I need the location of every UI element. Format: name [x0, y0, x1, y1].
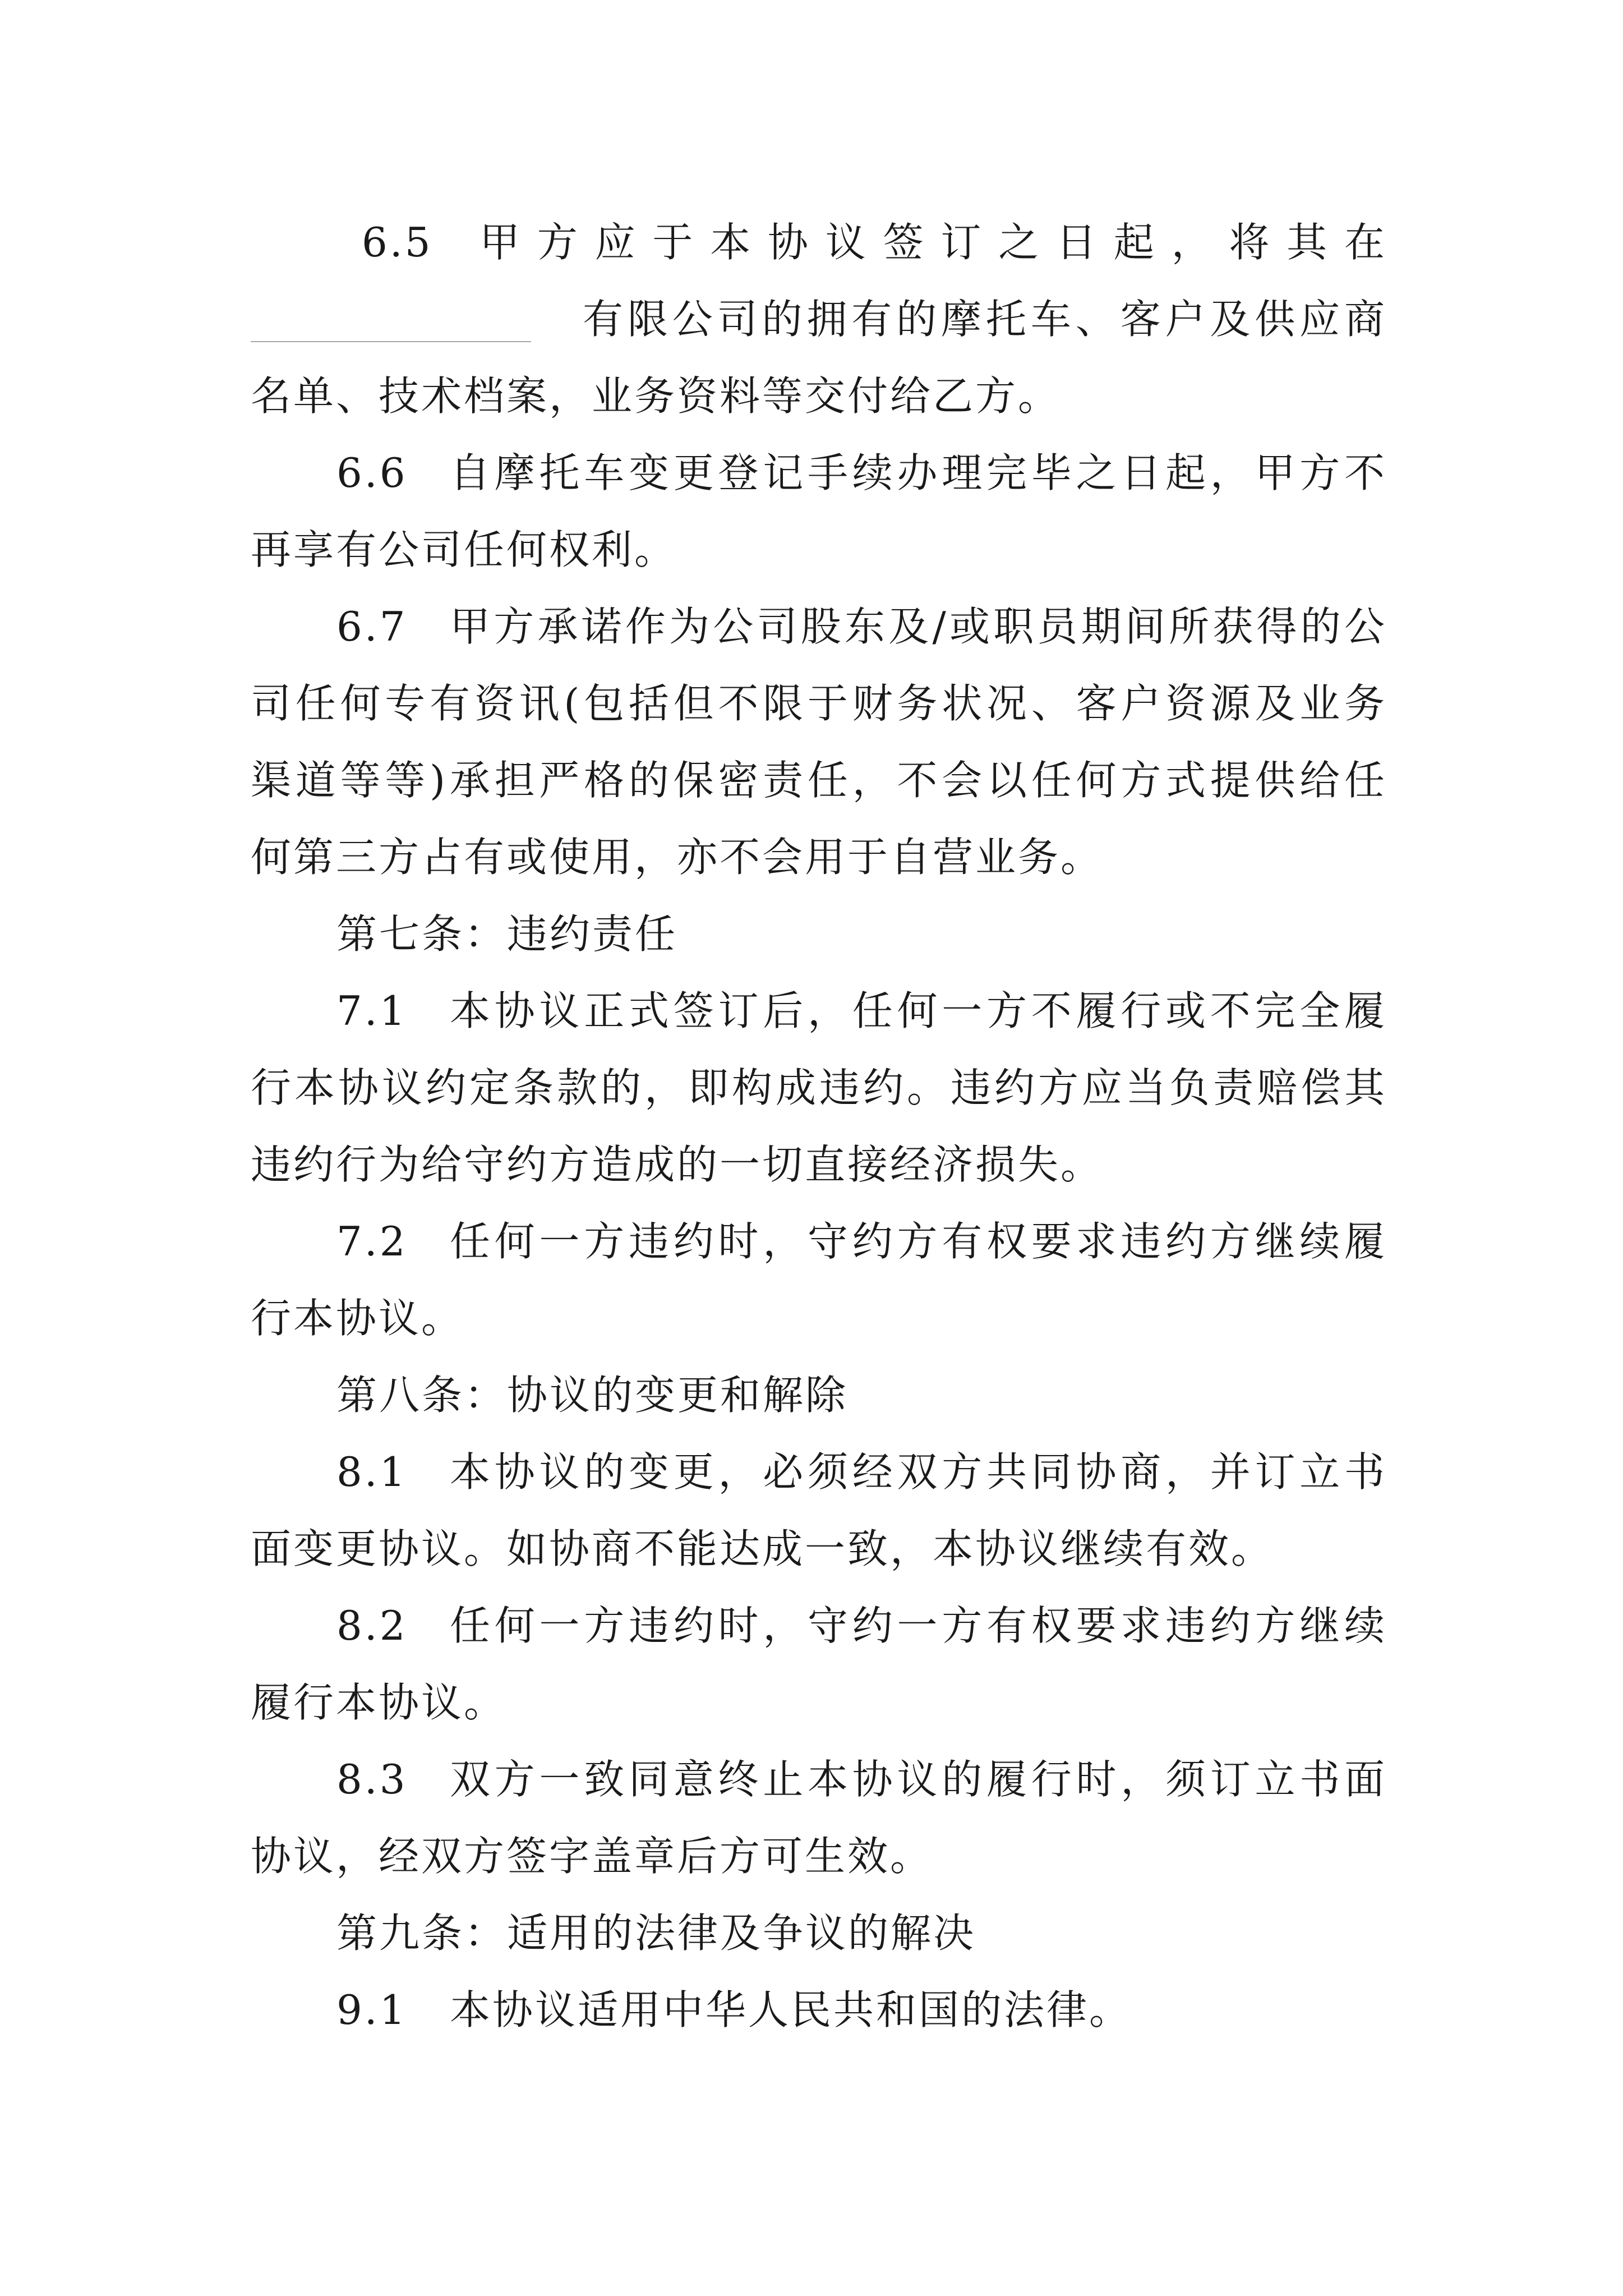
clause-text: 双方一致同意终止本协议的履行时，须订立书面: [450, 1756, 1387, 1803]
clause-number: 9.1: [336, 1986, 408, 2033]
clause-text: 再享有公司任何权利。: [251, 526, 677, 573]
clause-text: 渠道等等)承担严格的保密责任，不会以任何方式提供给任: [251, 757, 1387, 804]
clause-text: 有限公司的拥有的摩托车、客户及供应商: [583, 296, 1387, 343]
clause-7-1-line-1: [251, 973, 1387, 1050]
clause-6-5-line-1: [251, 204, 1387, 281]
clause-6-6-line-2: [251, 512, 1387, 588]
clause-text: 自摩托车变更登记手续办理完毕之日起，甲方不: [450, 449, 1387, 496]
clause-number: 6.7: [336, 603, 408, 650]
clause-8-2-line-1: [251, 1588, 1387, 1664]
clause-6-6-line-1: [251, 435, 1387, 512]
clause-text: 履行本协议。: [251, 1679, 507, 1726]
clause-text: 甲方承诺作为公司股东及/或职员期间所获得的公: [450, 603, 1387, 650]
clause-9-1-line-1: [251, 1972, 1387, 2049]
clause-number: 7.2: [336, 1218, 408, 1265]
article-heading: 第八条：协议的变更和解除: [336, 1372, 849, 1419]
clause-6-7-line-2: [251, 665, 1387, 742]
clause-number: 8.2: [336, 1602, 408, 1649]
article-7-heading-line: [251, 896, 1387, 973]
clause-text: 本协议的变更，必须经双方共同协商，并订立书: [450, 1448, 1387, 1496]
clause-text: 任何一方违约时，守约方有权要求违约方继续履: [450, 1218, 1387, 1265]
clause-7-2-line-1: [251, 1203, 1387, 1280]
clause-8-1-line-1: [251, 1434, 1387, 1511]
article-heading: 第七条：违约责任: [336, 910, 678, 958]
clause-7-2-line-2: [251, 1280, 1387, 1357]
clause-text: 何第三方占有或使用，亦不会用于自营业务。: [251, 834, 1104, 881]
clause-number: 6.5: [362, 219, 433, 266]
clause-8-3-line-2: [251, 1818, 1387, 1895]
clause-6-7-line-1: [251, 588, 1387, 665]
clause-text: 任何一方违约时，守约一方有权要求违约方继续: [450, 1602, 1387, 1649]
clause-number: 8.3: [336, 1756, 408, 1803]
clause-text: 违约行为给守约方造成的一切直接经济损失。: [251, 1141, 1104, 1188]
clause-number: 6.6: [336, 449, 408, 496]
clause-6-7-line-4: [251, 819, 1387, 896]
clause-text: 面变更协议。如协商不能达成一致，本协议继续有效。: [251, 1525, 1274, 1572]
clause-8-3-line-1: [251, 1741, 1387, 1818]
clause-text: 行本协议。: [251, 1295, 464, 1342]
clause-text: 司任何专有资讯(包括但不限于财务状况、客户资源及业务: [251, 680, 1387, 727]
clause-8-2-line-2: [251, 1664, 1387, 1741]
clause-number: 7.1: [336, 987, 408, 1034]
document-body: [251, 204, 1387, 2049]
clause-7-1-line-3: [251, 1126, 1387, 1203]
clause-text: 本协议正式签订后，任何一方不履行或不完全履: [450, 987, 1387, 1034]
clause-6-5-line-3: [251, 358, 1387, 435]
clause-7-1-line-2: [251, 1050, 1387, 1126]
clause-text: 甲方应于本协议签订之日起，将其在: [479, 219, 1387, 266]
clause-number: 8.1: [336, 1448, 408, 1496]
clause-6-5-line-2: [251, 281, 1387, 358]
article-heading: 第九条：适用的法律及争议的解决: [336, 1910, 976, 1957]
clause-8-1-line-2: [251, 1511, 1387, 1588]
clause-6-7-line-3: [251, 742, 1387, 819]
article-8-heading-line: [251, 1357, 1387, 1434]
clause-text: 协议，经双方签字盖章后方可生效。: [251, 1833, 933, 1880]
article-9-heading-line: [251, 1895, 1387, 1972]
clause-text: 名单、技术档案，业务资料等交付给乙方。: [251, 372, 1061, 420]
clause-text: 行本协议约定条款的，即构成违约。违约方应当负责赔偿其: [251, 1064, 1387, 1111]
clause-text: 本协议适用中华人民共和国的法律。: [450, 1986, 1132, 2033]
fill-in-blank: [251, 281, 531, 342]
